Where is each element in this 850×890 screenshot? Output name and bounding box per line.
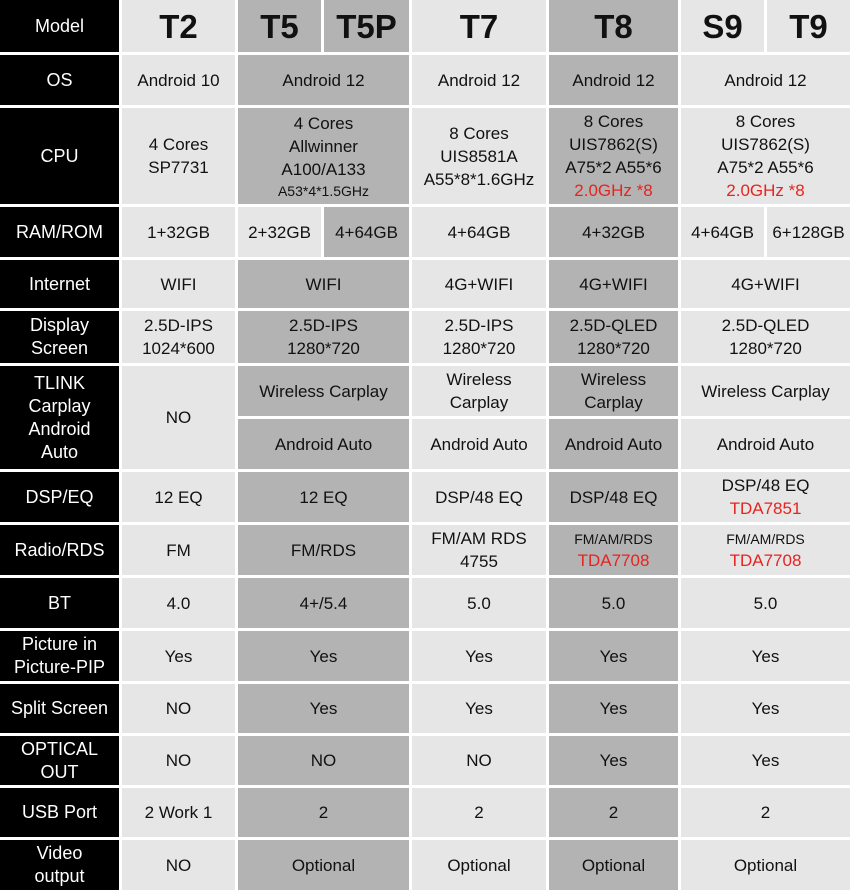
display-t5-line: 1280*720 <box>287 339 360 358</box>
label-tlink-line: Auto <box>40 441 78 462</box>
carplay-t7-line: Wireless <box>446 370 512 389</box>
dsp-s9-highlight: TDA7851 <box>729 499 802 518</box>
label-display-line: Screen <box>30 338 89 358</box>
cpu-t2-line: SP7731 <box>148 158 209 177</box>
carplay-t8-line: Carplay <box>584 393 643 412</box>
dsp-s9-t9 <box>681 472 850 522</box>
carplay-s9-t9: Wireless Carplay <box>681 366 850 416</box>
label-display <box>0 311 119 363</box>
display-t2-line: 1024*600 <box>142 339 215 358</box>
label-ram-rom: RAM/ROM <box>0 207 119 257</box>
cpu-s9-highlight: 2.0GHz *8 <box>726 181 805 200</box>
carplay-t8-line: Wireless <box>580 370 647 389</box>
label-pip-line: Picture-PIP <box>13 657 106 677</box>
cpu-t8-line: UIS7862(S) <box>569 135 658 154</box>
optical-t7: NO <box>412 736 546 785</box>
radio-s9-t9 <box>681 525 850 575</box>
label-radio: Radio/RDS <box>0 525 119 575</box>
os-t2: Android 10 <box>122 55 235 105</box>
ram-t2: 1+32GB <box>122 207 235 257</box>
cpu-t8 <box>549 108 678 204</box>
display-t7-line: 2.5D-IPS <box>444 316 514 335</box>
label-dsp: DSP/EQ <box>0 472 119 522</box>
dsp-t5: 12 EQ <box>238 472 409 522</box>
model-t9: T9 <box>767 0 850 52</box>
usb-s9-t9: 2 <box>681 788 850 837</box>
cpu-t2 <box>122 108 235 204</box>
cpu-t7-line: A55*8*1.6GHz <box>423 169 535 189</box>
radio-t8-line: FM/AM/RDS <box>574 530 653 547</box>
os-s9-t9: Android 12 <box>681 55 850 105</box>
display-t7 <box>412 311 546 363</box>
carplay-t5: Wireless Carplay <box>238 366 409 416</box>
cpu-t7 <box>412 108 546 204</box>
android-auto-t8: Android Auto <box>549 419 678 469</box>
video-t5: Optional <box>238 840 409 890</box>
optical-t2: NO <box>122 736 235 785</box>
bt-t5: 4+/5.4 <box>238 578 409 628</box>
radio-t7 <box>412 525 546 575</box>
os-t8: Android 12 <box>549 55 678 105</box>
radio-t7-line: FM/AM RDS <box>431 529 527 548</box>
usb-t7: 2 <box>412 788 546 837</box>
cpu-t8-highlight: 2.0GHz *8 <box>574 181 653 200</box>
cpu-t5-line: A53*4*1.5GHz <box>277 182 370 199</box>
ram-t7: 4+64GB <box>412 207 546 257</box>
display-s9-line: 1280*720 <box>729 339 802 358</box>
video-t8: Optional <box>549 840 678 890</box>
ram-s9: 4+64GB <box>681 207 764 257</box>
cpu-t7-line: UIS8581A <box>440 146 518 166</box>
optical-t8: Yes <box>549 736 678 785</box>
cpu-s9-line: UIS7862(S) <box>721 135 810 154</box>
display-t7-line: 1280*720 <box>442 339 516 358</box>
cpu-s9-line: 8 Cores <box>735 112 796 131</box>
display-s9-t9 <box>681 311 850 363</box>
label-os: OS <box>0 55 119 105</box>
dsp-t8: DSP/48 EQ <box>549 472 678 522</box>
cpu-t5-line: A100/A133 <box>281 159 366 179</box>
model-s9: S9 <box>681 0 764 52</box>
video-t7: Optional <box>412 840 546 890</box>
label-video-line: output <box>34 866 85 886</box>
ram-t9: 6+128GB <box>767 207 850 257</box>
display-t2 <box>122 311 235 363</box>
split-t7: Yes <box>412 684 546 733</box>
model-t7: T7 <box>412 0 546 52</box>
internet-t5: WIFI <box>238 260 409 308</box>
label-pip <box>0 631 119 681</box>
label-pip-line: Picture in <box>21 634 98 654</box>
cpu-t5 <box>238 108 409 204</box>
model-t2: T2 <box>122 0 235 52</box>
video-t2: NO <box>122 840 235 890</box>
split-t8: Yes <box>549 684 678 733</box>
split-t2: NO <box>122 684 235 733</box>
cpu-t7-line: 8 Cores <box>449 123 509 143</box>
android-auto-s9-t9: Android Auto <box>681 419 850 469</box>
display-t5 <box>238 311 409 363</box>
android-auto-t5: Android Auto <box>238 419 409 469</box>
model-t5p: T5P <box>324 0 409 52</box>
label-video-line: Video <box>36 843 83 863</box>
model-t5: T5 <box>238 0 321 52</box>
bt-t8: 5.0 <box>549 578 678 628</box>
optical-t5: NO <box>238 736 409 785</box>
pip-t7: Yes <box>412 631 546 681</box>
cpu-t8-line: 8 Cores <box>583 112 644 131</box>
pip-t8: Yes <box>549 631 678 681</box>
display-t5-line: 2.5D-IPS <box>289 316 358 335</box>
internet-t7: 4G+WIFI <box>412 260 546 308</box>
cpu-t5-line: 4 Cores <box>293 113 354 133</box>
label-bt: BT <box>0 578 119 628</box>
cpu-t8-line: A75*2 A55*6 <box>565 158 662 177</box>
label-tlink-line: Android <box>28 418 91 439</box>
radio-t8-highlight: TDA7708 <box>577 550 650 570</box>
label-usb: USB Port <box>0 788 119 837</box>
pip-t5: Yes <box>238 631 409 681</box>
cpu-t5-line: Allwinner <box>289 136 358 156</box>
label-tlink <box>0 366 119 469</box>
label-cpu: CPU <box>0 108 119 204</box>
label-optical-line: OUT <box>40 761 79 782</box>
radio-s9-line: FM/AM/RDS <box>726 530 805 547</box>
label-tlink-line: TLINK <box>33 372 85 393</box>
radio-t7-line: 4755 <box>460 552 498 571</box>
carplay-t2: NO <box>122 366 235 469</box>
pip-t2: Yes <box>122 631 235 681</box>
radio-t2: FM <box>122 525 235 575</box>
label-tlink-line: Carplay <box>28 395 91 416</box>
os-t5: Android 12 <box>238 55 409 105</box>
bt-s9-t9: 5.0 <box>681 578 850 628</box>
display-s9-line: 2.5D-QLED <box>721 316 810 335</box>
label-optical-line: OPTICAL <box>20 738 99 759</box>
os-t7: Android 12 <box>412 55 546 105</box>
label-model: Model <box>0 0 119 52</box>
ram-t8: 4+32GB <box>549 207 678 257</box>
carplay-t8 <box>549 366 678 416</box>
display-t2-line: 2.5D-IPS <box>144 316 213 335</box>
dsp-s9-line: DSP/48 EQ <box>721 476 810 495</box>
label-optical <box>0 736 119 785</box>
label-split: Split Screen <box>0 684 119 733</box>
label-internet: Internet <box>0 260 119 308</box>
internet-s9-t9: 4G+WIFI <box>681 260 850 308</box>
display-t8-line: 2.5D-QLED <box>569 316 658 335</box>
display-t8-line: 1280*720 <box>577 339 650 358</box>
internet-t2: WIFI <box>122 260 235 308</box>
ram-t5p: 4+64GB <box>324 207 409 257</box>
label-video <box>0 840 119 890</box>
model-t8: T8 <box>549 0 678 52</box>
label-display-line: Display <box>29 315 90 335</box>
usb-t8: 2 <box>549 788 678 837</box>
radio-s9-highlight: TDA7708 <box>729 550 802 570</box>
usb-t5: 2 <box>238 788 409 837</box>
bt-t2: 4.0 <box>122 578 235 628</box>
carplay-t7-line: Carplay <box>449 393 509 412</box>
optical-s9-t9: Yes <box>681 736 850 785</box>
android-auto-t7: Android Auto <box>412 419 546 469</box>
radio-t8 <box>549 525 678 575</box>
bt-t7: 5.0 <box>412 578 546 628</box>
cpu-t2-line: 4 Cores <box>148 135 209 154</box>
video-s9-t9: Optional <box>681 840 850 890</box>
split-t5: Yes <box>238 684 409 733</box>
radio-t5: FM/RDS <box>238 525 409 575</box>
ram-t5: 2+32GB <box>238 207 321 257</box>
usb-t2: 2 Work 1 <box>122 788 235 837</box>
carplay-t7 <box>412 366 546 416</box>
internet-t8: 4G+WIFI <box>549 260 678 308</box>
dsp-t2: 12 EQ <box>122 472 235 522</box>
cpu-s9-line: A75*2 A55*6 <box>717 158 814 177</box>
cpu-s9-t9 <box>681 108 850 204</box>
split-s9-t9: Yes <box>681 684 850 733</box>
pip-s9-t9: Yes <box>681 631 850 681</box>
dsp-t7: DSP/48 EQ <box>412 472 546 522</box>
display-t8 <box>549 311 678 363</box>
